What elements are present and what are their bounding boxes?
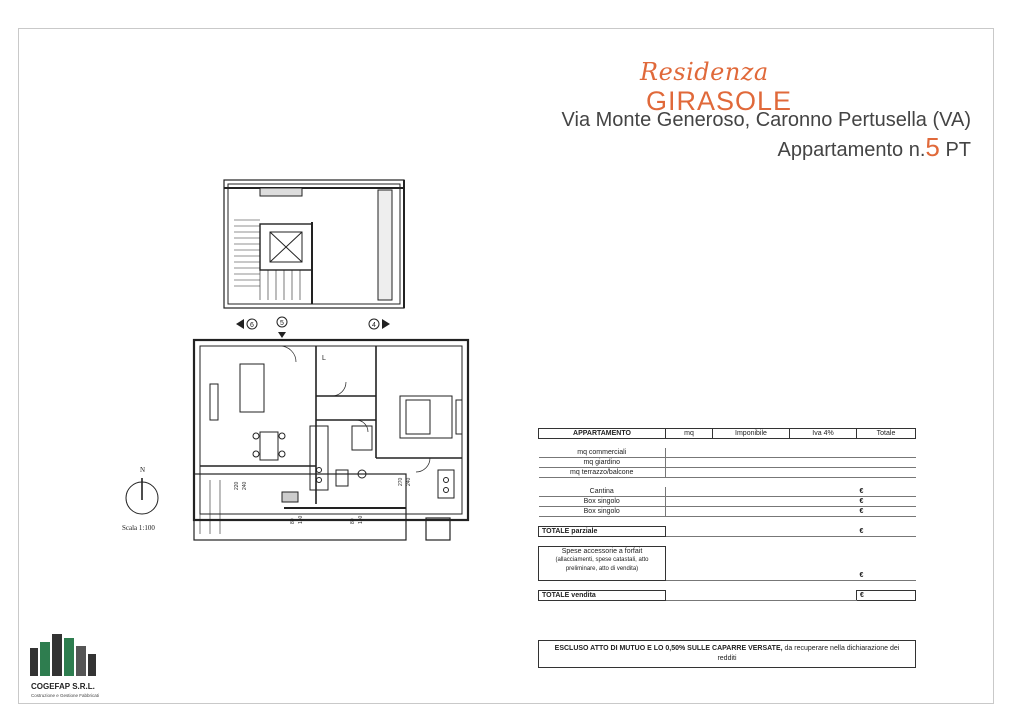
excluded-costs-note [538, 640, 916, 668]
table-row [539, 507, 916, 517]
note-rest: da recuperare nella dichiarazione dei redditi [717, 645, 900, 662]
marker-4: 4 [372, 322, 376, 329]
residence-title [640, 58, 910, 116]
dimension-label: 140 [358, 515, 364, 524]
address-block [562, 107, 971, 164]
room-label: L [322, 355, 326, 362]
floor-plan [110, 174, 480, 554]
marker-5: 5 [280, 320, 284, 327]
price-table [538, 428, 916, 601]
address-line: Via Monte Generoso, Caronno Pertusella (VA) [561, 109, 971, 131]
table-row [539, 487, 916, 497]
row-currency: € [857, 487, 916, 497]
spese-label: Spese accessorie a forfait [561, 548, 643, 555]
table-row [539, 458, 916, 468]
row-label: Box singolo [539, 497, 666, 507]
dimension-label: 220 [234, 481, 240, 490]
col-iva: Iva 4% [790, 429, 857, 439]
table-row [539, 497, 916, 507]
col-totale: Totale [857, 429, 916, 439]
col-apartment: APPARTAMENTO [539, 429, 666, 439]
dimension-label: 80 [290, 518, 296, 524]
north-label: N [140, 466, 146, 474]
price-table-header [539, 429, 916, 439]
dimension-label: 240 [406, 477, 412, 486]
spese-detail: (allacciamenti, spese catastali, atto preliminare, atto di vendita) [555, 557, 649, 572]
row-label: mq terrazzo/balcone [539, 468, 666, 478]
apartment-number: 5 [925, 132, 940, 162]
north-compass-icon [122, 466, 158, 532]
dimension-label: 270 [398, 477, 404, 486]
apartment-suffix: PT [945, 139, 971, 161]
dimension-label: 140 [298, 515, 304, 524]
row-label: Box singolo [539, 507, 666, 517]
dimension-label: 80 [350, 518, 356, 524]
sale-total-currency: € [857, 591, 916, 601]
table-row [539, 448, 916, 458]
note-bold: ESCLUSO ATTO DI MUTUO E LO 0,50% SULLE CAPARRE VERSATE, [554, 645, 783, 652]
col-imponibile: Imponibile [713, 429, 790, 439]
partial-total-label: TOTALE parziale [539, 527, 666, 537]
spese-label-cell [539, 547, 666, 581]
residence-script-title: Residenza [640, 58, 769, 86]
apartment-prefix: Appartamento n. [777, 139, 926, 161]
partial-total-currency: € [857, 527, 916, 537]
row-label: mq commerciali [539, 448, 666, 458]
logo-name: COGEFAP S.R.L. [31, 682, 95, 691]
logo-subtitle: Costruzione e Gestione Fabbricati [31, 693, 100, 698]
spese-currency: € [857, 547, 916, 581]
row-currency: € [857, 497, 916, 507]
row-label: mq giardino [539, 458, 666, 468]
row-label: Cantina [539, 487, 666, 497]
dimension-label: 240 [242, 481, 248, 490]
marker-6: 6 [250, 322, 254, 329]
row-currency: € [857, 507, 916, 517]
table-row [539, 468, 916, 478]
scale-label: Scala 1:100 [122, 524, 155, 532]
sale-total-label: TOTALE vendita [539, 591, 666, 601]
partial-total-row [539, 527, 916, 537]
residence-brand-title: GIRASOLE [646, 86, 793, 116]
spese-row [539, 547, 916, 581]
sale-total-row [539, 591, 916, 601]
apartment-line [562, 134, 971, 164]
col-mq: mq [666, 429, 713, 439]
